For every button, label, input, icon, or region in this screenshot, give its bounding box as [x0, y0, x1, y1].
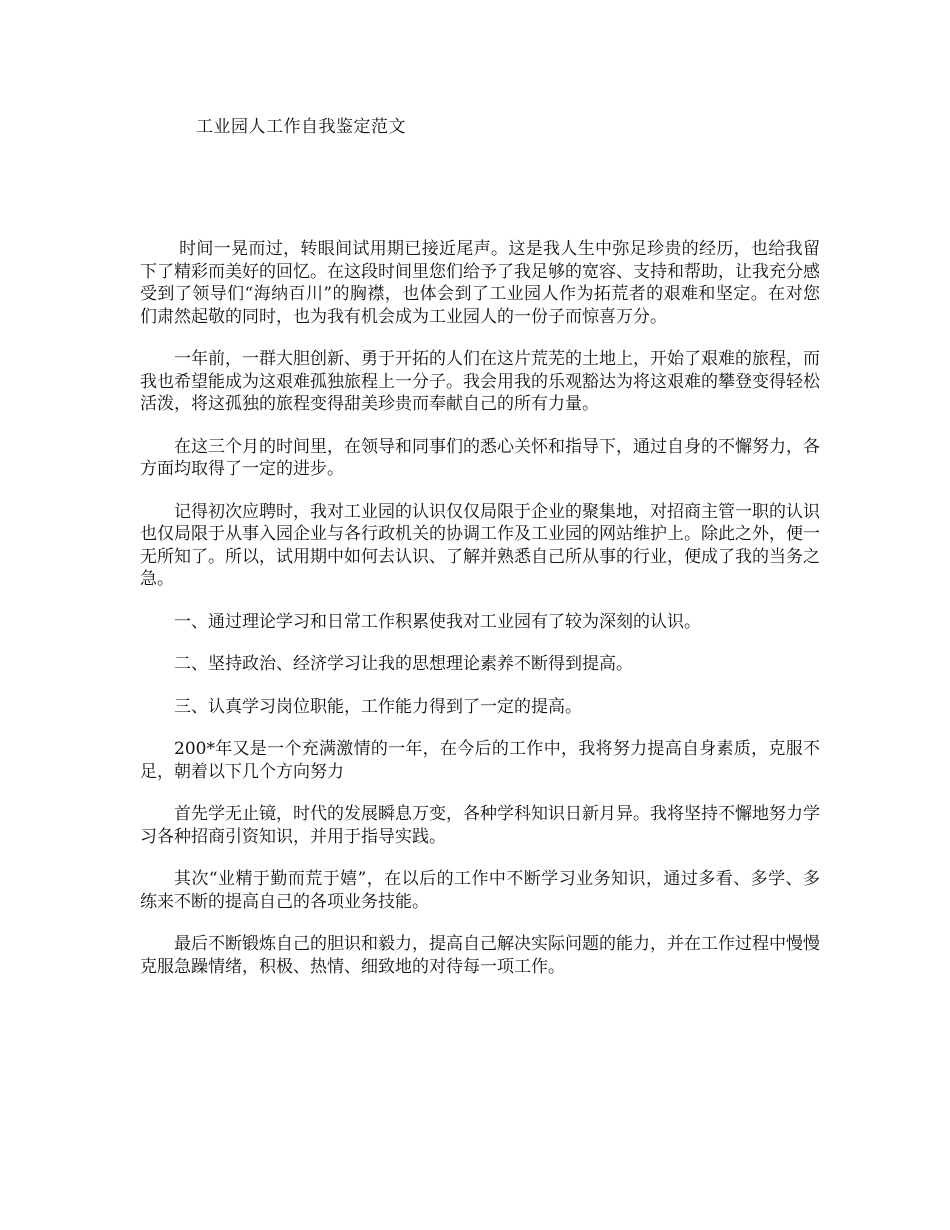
paragraph-finally: 最后不断锻炼自己的胆识和毅力，提高自己解决实际问题的能力，并在工作过程中慢慢克服急躁情绪，积极、热情、细致地的对待每一项工作。: [140, 934, 820, 977]
paragraph-intro: 时间一晃而过，转眼间试用期已接近尾声。这是我人生中弥足珍贵的经历，也给我留下了精彩而美好的回忆。在这段时间里您们给予了我足够的宽容、支持和帮助，让我充分感受到了领导们“海纳百川”的胸襟，也体会到了工业园人作为拓荒者的艰难和坚定。在对您们肃然起敬的同时，也为我有机会成为工业园人的一份子而惊喜万分。: [140, 239, 820, 327]
paragraph-secondly: 其次“业精于勤而荒于嬉”，在以后的工作中不断学习业务知识，通过多看、多学、多练来不断的提高自己的各项业务技能。: [140, 869, 820, 912]
paragraph-point-three: 三、认真学习岗位职能，工作能力得到了一定的提高。: [174, 696, 582, 717]
paragraph-point-one: 一、通过理论学习和日常工作积累使我对工业园有了较为深刻的认识。: [174, 611, 701, 632]
document-title: 工业园人工作自我鉴定范文: [196, 117, 406, 137]
document-body: [140, 238, 820, 998]
paragraph-point-two: 二、坚持政治、经济学习让我的思想理论素养不断得到提高。: [174, 654, 633, 674]
paragraph-future-year: 200*年又是一个充满激情的一年，在今后的工作中，我将努力提高自身素质，克服不足，朝着以下几个方向努力: [140, 739, 820, 782]
paragraph-first-application: 记得初次应聘时，我对工业园的认识仅仅局限于企业的聚集地，对招商主管一职的认识也仅局限于从事入园企业与各行政机关的协调工作及工业园的网站维护上。除此之外，便一无所知了。所以，试用期中如何去认识、了解并熟悉自己所从事的行业，便成了我的当务之急。: [140, 501, 820, 589]
paragraph-firstly: 首先学无止镜，时代的发展瞬息万变，各种学科知识日新月异。我将坚持不懈地努力学习各种招商引资知识，并用于指导实践。: [140, 804, 820, 847]
paragraph-three-months: 在这三个月的时间里，在领导和同事们的悉心关怀和指导下，通过自身的不懈努力，各方面均取得了一定的进步。: [140, 436, 820, 479]
paragraph-one-year-ago: 一年前，一群大胆创新、勇于开拓的人们在这片荒芜的土地上，开始了艰难的旅程，而我也希望能成为这艰难孤独旅程上一分子。我会用我的乐观豁达为将这艰难的攀登变得轻松活泼，将这孤独的旅程变得甜美珍贵而奉献自己的所有力量。: [140, 349, 820, 414]
